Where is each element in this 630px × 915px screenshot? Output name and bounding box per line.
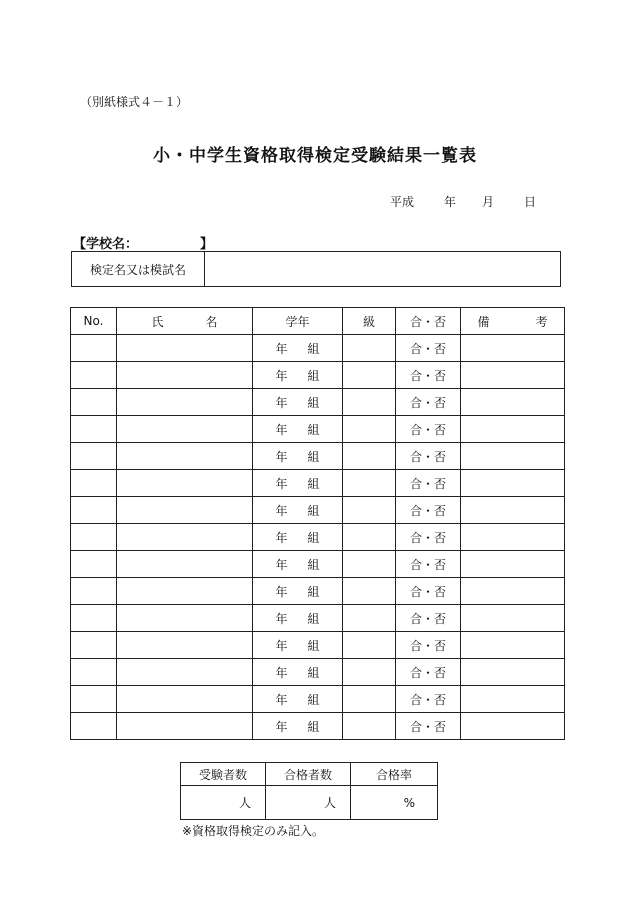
header-remarks <box>461 308 565 335</box>
row-pass-cell: 合・否 <box>396 605 461 632</box>
date-era: 平成 <box>390 195 415 209</box>
row-remarks-cell <box>461 713 565 740</box>
row-level-cell <box>343 443 396 470</box>
row-remarks-cell <box>461 497 565 524</box>
table-row <box>71 389 565 416</box>
exam-name-label: 検定名又は模試名 <box>72 252 205 287</box>
table-row <box>71 632 565 659</box>
row-pass-cell: 合・否 <box>396 632 461 659</box>
row-grade-cell <box>253 389 343 416</box>
row-name-cell <box>117 389 253 416</box>
table-row <box>71 659 565 686</box>
row-name-cell <box>117 362 253 389</box>
table-row <box>71 524 565 551</box>
row-name-cell <box>117 659 253 686</box>
school-name-label: 【学校名： <box>73 237 139 252</box>
row-grade-class: 組 <box>307 665 320 680</box>
row-grade-class: 組 <box>307 557 320 572</box>
row-name-cell <box>117 551 253 578</box>
footnote: ※資格取得検定のみ記入。 <box>182 824 325 838</box>
row-no-cell <box>71 713 117 740</box>
row-remarks-cell <box>461 470 565 497</box>
school-name-line <box>73 233 213 252</box>
row-pass-cell: 合・否 <box>396 470 461 497</box>
row-pass-cell: 合・否 <box>396 524 461 551</box>
row-level-cell <box>343 524 396 551</box>
row-grade-cell <box>253 497 343 524</box>
row-grade-class: 組 <box>307 503 320 518</box>
row-remarks-cell <box>461 362 565 389</box>
table-row <box>71 686 565 713</box>
row-grade-year: 年 <box>275 341 288 356</box>
row-no-cell <box>71 470 117 497</box>
row-grade-cell <box>253 632 343 659</box>
header-no: No. <box>71 308 117 335</box>
row-name-cell <box>117 497 253 524</box>
summary-examinees-unit: 人 <box>181 786 266 820</box>
header-name-1: 氏 <box>151 314 164 329</box>
row-name-cell <box>117 470 253 497</box>
row-grade-cell <box>253 551 343 578</box>
row-grade-class: 組 <box>307 368 320 383</box>
summary-header-row <box>181 763 438 786</box>
row-grade-year: 年 <box>275 368 288 383</box>
row-grade-class: 組 <box>307 530 320 545</box>
row-grade-year: 年 <box>275 584 288 599</box>
row-name-cell <box>117 578 253 605</box>
row-level-cell <box>343 497 396 524</box>
row-level-cell <box>343 470 396 497</box>
row-grade-cell <box>253 659 343 686</box>
row-level-cell <box>343 713 396 740</box>
header-name-2: 名 <box>205 314 218 329</box>
summary-header-rate: 合格率 <box>351 763 438 786</box>
row-pass-cell: 合・否 <box>396 335 461 362</box>
row-remarks-cell <box>461 551 565 578</box>
row-no-cell <box>71 632 117 659</box>
row-no-cell <box>71 578 117 605</box>
table-row <box>71 335 565 362</box>
summary-header-passers: 合格者数 <box>266 763 351 786</box>
row-grade-class: 組 <box>307 611 320 626</box>
row-level-cell <box>343 362 396 389</box>
date-month: 月 <box>482 195 495 209</box>
row-no-cell <box>71 335 117 362</box>
row-level-cell <box>343 686 396 713</box>
row-grade-cell <box>253 416 343 443</box>
row-grade-cell <box>253 686 343 713</box>
row-no-cell <box>71 497 117 524</box>
row-grade-cell <box>253 362 343 389</box>
row-level-cell <box>343 659 396 686</box>
date-line <box>390 193 536 210</box>
row-level-cell <box>343 335 396 362</box>
row-grade-class: 組 <box>307 638 320 653</box>
table-row <box>71 497 565 524</box>
row-remarks-cell <box>461 524 565 551</box>
row-no-cell <box>71 686 117 713</box>
row-grade-class: 組 <box>307 719 320 734</box>
row-no-cell <box>71 443 117 470</box>
date-day: 日 <box>524 195 537 209</box>
row-grade-class: 組 <box>307 692 320 707</box>
row-pass-cell: 合・否 <box>396 443 461 470</box>
table-row <box>71 416 565 443</box>
table-row <box>71 578 565 605</box>
row-grade-year: 年 <box>275 530 288 545</box>
table-row <box>71 470 565 497</box>
table-row <box>71 713 565 740</box>
row-grade-year: 年 <box>275 638 288 653</box>
row-pass-cell: 合・否 <box>396 416 461 443</box>
table-row <box>71 443 565 470</box>
row-grade-year: 年 <box>275 611 288 626</box>
row-name-cell <box>117 335 253 362</box>
row-level-cell <box>343 632 396 659</box>
row-grade-class: 組 <box>307 476 320 491</box>
row-name-cell <box>117 524 253 551</box>
row-pass-cell: 合・否 <box>396 578 461 605</box>
summary-header-examinees: 受験者数 <box>181 763 266 786</box>
row-grade-class: 組 <box>307 449 320 464</box>
row-grade-class: 組 <box>307 584 320 599</box>
row-remarks-cell <box>461 389 565 416</box>
row-name-cell <box>117 443 253 470</box>
row-no-cell <box>71 659 117 686</box>
results-body <box>71 335 565 740</box>
row-grade-year: 年 <box>275 449 288 464</box>
header-pass: 合・否 <box>396 308 461 335</box>
row-pass-cell: 合・否 <box>396 362 461 389</box>
row-grade-class: 組 <box>307 395 320 410</box>
form-number: （別紙様式４－１） <box>80 95 189 109</box>
row-remarks-cell <box>461 632 565 659</box>
row-remarks-cell <box>461 443 565 470</box>
row-no-cell <box>71 551 117 578</box>
row-no-cell <box>71 389 117 416</box>
summary-table <box>180 762 438 820</box>
row-name-cell <box>117 713 253 740</box>
row-pass-cell: 合・否 <box>396 686 461 713</box>
row-level-cell <box>343 416 396 443</box>
results-table <box>70 307 565 740</box>
header-name <box>117 308 253 335</box>
header-remarks-2: 考 <box>535 314 548 329</box>
exam-name-table <box>71 251 561 287</box>
row-grade-year: 年 <box>275 476 288 491</box>
row-grade-cell <box>253 335 343 362</box>
row-pass-cell: 合・否 <box>396 659 461 686</box>
header-level: 級 <box>343 308 396 335</box>
row-grade-year: 年 <box>275 665 288 680</box>
header-grade: 学年 <box>253 308 343 335</box>
row-pass-cell: 合・否 <box>396 551 461 578</box>
row-remarks-cell <box>461 659 565 686</box>
table-row <box>71 362 565 389</box>
header-remarks-1: 備 <box>477 314 490 329</box>
row-name-cell <box>117 416 253 443</box>
row-remarks-cell <box>461 605 565 632</box>
row-grade-year: 年 <box>275 503 288 518</box>
row-grade-year: 年 <box>275 692 288 707</box>
summary-passers-unit: 人 <box>266 786 351 820</box>
row-level-cell <box>343 578 396 605</box>
row-level-cell <box>343 389 396 416</box>
row-name-cell <box>117 686 253 713</box>
row-grade-cell <box>253 713 343 740</box>
row-grade-cell <box>253 605 343 632</box>
results-header-row <box>71 308 565 335</box>
school-name-close: 】 <box>200 237 214 252</box>
table-row <box>71 605 565 632</box>
page-title: 小・中学生資格取得検定受験結果一覧表 <box>153 146 477 166</box>
row-grade-cell <box>253 443 343 470</box>
row-pass-cell: 合・否 <box>396 389 461 416</box>
row-remarks-cell <box>461 686 565 713</box>
row-remarks-cell <box>461 416 565 443</box>
row-pass-cell: 合・否 <box>396 497 461 524</box>
row-grade-class: 組 <box>307 422 320 437</box>
row-pass-cell: 合・否 <box>396 713 461 740</box>
row-level-cell <box>343 605 396 632</box>
row-grade-year: 年 <box>275 395 288 410</box>
table-row <box>71 551 565 578</box>
summary-value-row <box>181 786 438 820</box>
row-level-cell <box>343 551 396 578</box>
row-name-cell <box>117 632 253 659</box>
row-grade-cell <box>253 578 343 605</box>
date-year: 年 <box>444 195 457 209</box>
exam-name-field <box>205 252 561 287</box>
row-name-cell <box>117 605 253 632</box>
row-no-cell <box>71 416 117 443</box>
row-grade-year: 年 <box>275 719 288 734</box>
row-no-cell <box>71 605 117 632</box>
row-grade-year: 年 <box>275 422 288 437</box>
summary-rate-unit: % <box>351 786 438 820</box>
row-no-cell <box>71 524 117 551</box>
row-grade-cell <box>253 470 343 497</box>
row-no-cell <box>71 362 117 389</box>
row-remarks-cell <box>461 335 565 362</box>
row-grade-year: 年 <box>275 557 288 572</box>
row-grade-class: 組 <box>307 341 320 356</box>
row-remarks-cell <box>461 578 565 605</box>
row-grade-cell <box>253 524 343 551</box>
